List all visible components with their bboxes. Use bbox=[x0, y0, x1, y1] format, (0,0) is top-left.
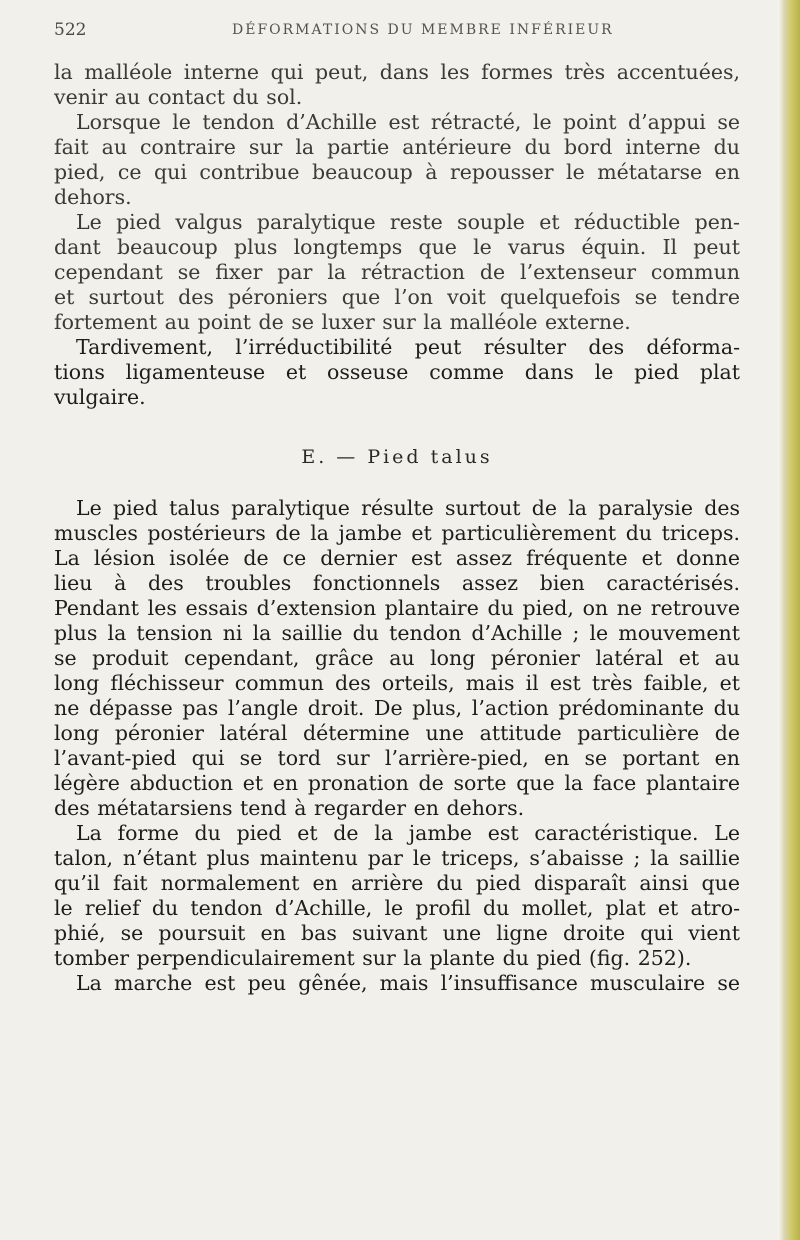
text-line: venir au contact du sol. bbox=[54, 85, 303, 109]
body-text bbox=[54, 60, 740, 996]
text-line: tions ligamenteuse et osseuse comme dans le pied plat bbox=[54, 360, 740, 384]
text-line: plus la tension ni la saillie du tendon d’Achille ; le mouvement bbox=[54, 621, 740, 645]
text-line: l’avant-pied qui se tord sur l’arrière-pied, en se portant en bbox=[54, 746, 740, 770]
text-line: qu’il fait normalement en arrière du pied disparaît ainsi que bbox=[54, 871, 740, 895]
text-line: Lorsque le tendon d’Achille est rétracté, le point d’appui se bbox=[76, 110, 740, 134]
text-line: long péronier latéral détermine une attitude particulière de bbox=[54, 721, 740, 745]
page-header bbox=[54, 20, 754, 50]
page-edge-decoration bbox=[778, 0, 800, 1240]
section-heading: E. — Pied talus bbox=[301, 446, 493, 468]
text-line: La lésion isolée de ce dernier est assez fréquente et donne bbox=[54, 546, 740, 570]
text-line: vulgaire. bbox=[54, 385, 146, 409]
running-head: DÉFORMATIONS DU MEMBRE INFÉRIEUR bbox=[232, 22, 614, 38]
text-line: Pendant les essais d’extension plantaire du pied, on ne retrouve bbox=[54, 596, 740, 620]
text-line: pied, ce qui contribue beaucoup à repousser le métatarse en bbox=[54, 160, 740, 184]
text-line: le relief du tendon d’Achille, le profil du mollet, plat et atro- bbox=[54, 896, 740, 920]
text-line: dehors. bbox=[54, 185, 132, 209]
text-line: La forme du pied et de la jambe est caractéristique. Le bbox=[76, 821, 740, 845]
text-line: dant beaucoup plus longtemps que le varus équin. Il peut bbox=[54, 235, 740, 259]
text-line: ne dépasse pas l’angle droit. De plus, l’action prédominante du bbox=[54, 696, 740, 720]
text-line: lieu à des troubles fonctionnels assez bien caractérisés. bbox=[54, 571, 740, 595]
text-line: long fléchisseur commun des orteils, mais il est très faible, et bbox=[54, 671, 740, 695]
page-number: 522 bbox=[54, 20, 87, 40]
text-line: fortement au point de se luxer sur la malléole externe. bbox=[54, 310, 631, 334]
text-line: phié, se poursuit en bas suivant une ligne droite qui vient bbox=[54, 921, 740, 945]
text-line: cependant se fixer par la rétraction de l’extenseur commun bbox=[54, 260, 740, 284]
text-line: talon, n’étant plus maintenu par le triceps, s’abaisse ; la saillie bbox=[54, 846, 740, 870]
text-line: des métatarsiens tend à regarder en dehors. bbox=[54, 796, 525, 820]
text-line: tomber perpendiculairement sur la plante du pied (fig. 252). bbox=[54, 946, 692, 970]
text-line: muscles postérieurs de la jambe et particulièrement du triceps. bbox=[54, 521, 740, 545]
text-line: se produit cependant, grâce au long péronier latéral et au bbox=[54, 646, 740, 670]
text-line: Tardivement, l’irréductibilité peut résulter des déforma- bbox=[76, 335, 740, 359]
text-line: Le pied valgus paralytique reste souple et réductible pen- bbox=[76, 210, 740, 234]
text-line: et surtout des péroniers que l’on voit quelquefois se tendre bbox=[54, 285, 740, 309]
text-line: La marche est peu gênée, mais l’insuffisance musculaire se bbox=[76, 971, 740, 995]
text-line: fait au contraire sur la partie antérieure du bord interne du bbox=[54, 135, 740, 159]
text-line: la malléole interne qui peut, dans les formes très accentuées, bbox=[54, 60, 740, 84]
text-line: légère abduction et en pronation de sorte que la face plantaire bbox=[54, 771, 740, 795]
text-line: Le pied talus paralytique résulte surtout de la paralysie des bbox=[76, 496, 740, 520]
